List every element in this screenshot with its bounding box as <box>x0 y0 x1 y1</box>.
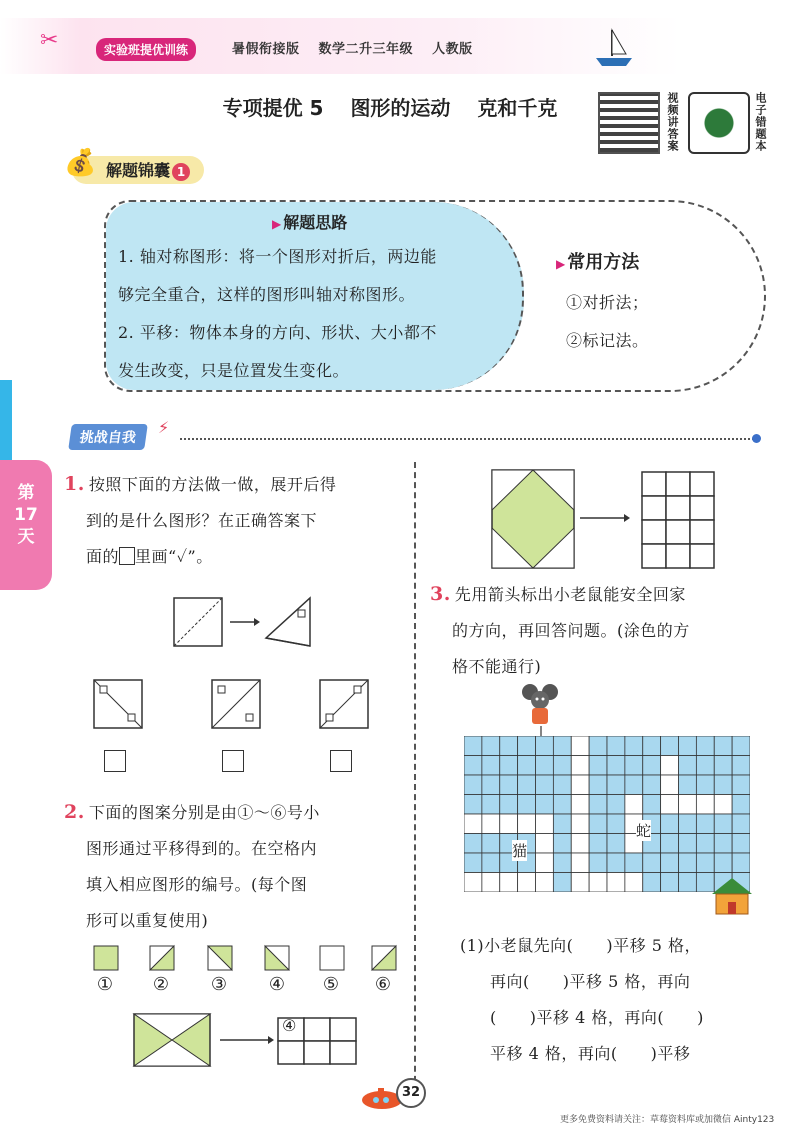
q3-sub1-line: 平移 4 格，再向( )平移 <box>490 1044 691 1063</box>
ideas-line: 2. 平移：物体本身的方向、形状、大小都不 <box>118 323 437 342</box>
q1-line3-before: 面的 <box>86 547 120 566</box>
maze-cell[interactable] <box>589 834 607 854</box>
maze-cell[interactable] <box>625 736 643 756</box>
maze-cell[interactable] <box>696 736 714 756</box>
maze-cell[interactable] <box>518 736 536 756</box>
maze-cell[interactable] <box>500 775 518 795</box>
maze-cell[interactable] <box>482 853 500 873</box>
maze-cell[interactable] <box>679 814 697 834</box>
maze-cell[interactable] <box>464 756 482 776</box>
maze-cell[interactable] <box>607 814 625 834</box>
blank-box-icon <box>119 547 135 565</box>
maze-cell[interactable] <box>571 873 589 893</box>
maze-cell[interactable] <box>589 795 607 815</box>
question-1 <box>64 466 404 575</box>
maze-cell[interactable] <box>661 736 679 756</box>
maze-cell[interactable] <box>464 834 482 854</box>
maze-cell[interactable] <box>607 873 625 893</box>
maze-cell[interactable] <box>571 795 589 815</box>
maze-cell[interactable] <box>589 873 607 893</box>
maze-cell[interactable] <box>589 775 607 795</box>
maze-cell[interactable] <box>732 853 750 873</box>
maze-cell[interactable] <box>643 873 661 893</box>
divider-end-dot <box>752 434 761 443</box>
maze-cell[interactable] <box>732 736 750 756</box>
maze-cell[interactable] <box>732 795 750 815</box>
q1-option-b[interactable] <box>212 680 260 728</box>
ideas-title <box>272 210 347 233</box>
mouse-icon <box>520 682 560 730</box>
maze-cell[interactable] <box>536 795 554 815</box>
q3-line: 的方向，再回答问题。(涂色的方 <box>452 621 690 640</box>
maze-cell[interactable] <box>696 795 714 815</box>
maze-cell[interactable] <box>500 795 518 815</box>
maze-cell[interactable] <box>661 834 679 854</box>
q1-option-c[interactable] <box>320 680 368 728</box>
maze-cell[interactable] <box>464 795 482 815</box>
shape-label-1: ① <box>96 974 114 995</box>
maze-cell[interactable] <box>500 814 518 834</box>
maze-cell[interactable] <box>714 775 732 795</box>
maze-cell[interactable] <box>571 814 589 834</box>
maze-cell[interactable] <box>571 736 589 756</box>
maze-cell[interactable] <box>553 736 571 756</box>
tips-number: 1 <box>172 163 190 181</box>
maze-cell[interactable] <box>589 756 607 776</box>
maze-cell[interactable] <box>732 756 750 776</box>
question-2 <box>64 794 404 939</box>
maze-cell[interactable] <box>696 834 714 854</box>
maze-cell[interactable] <box>714 853 732 873</box>
triangle-icon: ▶ <box>556 257 566 271</box>
q2-envelope-pattern <box>132 1012 412 1070</box>
maze-cell[interactable] <box>643 736 661 756</box>
q3-line: 先用箭头标出小老鼠能安全回家 <box>454 585 686 604</box>
subtitle-grade: 数学二升三年级 <box>318 42 414 57</box>
maze-cell[interactable] <box>553 834 571 854</box>
shape-4 <box>265 946 289 970</box>
maze-cell[interactable] <box>589 853 607 873</box>
day-tab <box>0 460 52 590</box>
maze-cell[interactable] <box>732 775 750 795</box>
q1-number: 1. <box>64 473 85 495</box>
maze-cell[interactable] <box>518 775 536 795</box>
maze-cell[interactable] <box>661 853 679 873</box>
triangle-icon: ▶ <box>272 217 282 231</box>
maze-cell[interactable] <box>464 775 482 795</box>
tips-heading-text: 解题锦囊 <box>106 161 171 180</box>
question-3 <box>430 576 770 685</box>
maze-cell[interactable] <box>696 853 714 873</box>
maze-cell[interactable] <box>482 775 500 795</box>
q3-sub1-line: (1)小老鼠先向( )平移 5 格， <box>460 936 702 955</box>
title-part2: 克和千克 <box>477 96 558 120</box>
maze-cell[interactable] <box>553 775 571 795</box>
maze-cell[interactable] <box>714 814 732 834</box>
maze-cell[interactable] <box>482 834 500 854</box>
footer-note: 更多免费资料请关注：草莓资料库或加微信 Ainty123 <box>560 1115 775 1125</box>
title-part1: 图形的运动 <box>350 96 451 120</box>
maze-cell[interactable] <box>661 756 679 776</box>
maze-cell[interactable] <box>553 873 571 893</box>
ideas-line: 1. 轴对称图形：将一个图形对折后，两边能 <box>118 247 437 266</box>
maze-cell[interactable] <box>482 795 500 815</box>
maze-cell[interactable] <box>518 873 536 893</box>
snake-label: 蛇 <box>636 822 652 840</box>
maze-cell[interactable] <box>482 873 500 893</box>
q1-answer-box-b[interactable] <box>222 750 244 772</box>
maze-cell[interactable] <box>714 736 732 756</box>
money-bag-icon: 💰 <box>64 148 97 178</box>
series-badge: 实验班提优训练 <box>96 38 196 61</box>
maze-cell[interactable] <box>679 775 697 795</box>
header-subtitle <box>232 38 487 57</box>
video-qr-label: 视频讲答案 <box>666 92 679 152</box>
q1-fold-diagram <box>170 596 330 652</box>
house-icon <box>708 876 756 916</box>
cat-label: 猫 <box>512 842 528 860</box>
maze-cell[interactable] <box>536 834 554 854</box>
maze-cell[interactable] <box>536 814 554 834</box>
maze-cell[interactable] <box>625 756 643 776</box>
shape-label-2: ② <box>152 974 170 995</box>
subtitle-edition: 暑假衔接版 <box>232 42 300 57</box>
q2-line: 图形通过平移得到的。在空格内 <box>86 839 318 858</box>
maze-cell[interactable] <box>571 853 589 873</box>
q1-line: 按照下面的方法做一做，展开后得 <box>88 475 337 494</box>
ideas-line: 发生改变，只是位置发生变化。 <box>118 361 350 380</box>
q3-line: 格不能通行) <box>452 657 542 676</box>
maze-cell[interactable] <box>607 853 625 873</box>
maze-cell[interactable] <box>607 756 625 776</box>
maze-cell[interactable] <box>643 756 661 776</box>
maze-cell[interactable] <box>607 775 625 795</box>
maze-cell[interactable] <box>661 795 679 815</box>
maze-cell[interactable] <box>464 814 482 834</box>
maze-cell[interactable] <box>679 873 697 893</box>
q2-small-shapes <box>90 944 400 974</box>
subtitle-publisher: 人教版 <box>432 42 473 57</box>
sailboat-icon <box>592 26 638 68</box>
q2-line: 形可以重复使用) <box>86 911 209 930</box>
title-prefix: 专项提优 5 <box>222 96 324 120</box>
maze-cell[interactable] <box>536 873 554 893</box>
error-book-qr-label: 电子错题本 <box>754 92 767 152</box>
day-tab-line: 天 <box>17 527 35 547</box>
q1-answer-box-a[interactable] <box>104 750 126 772</box>
maze-cell[interactable] <box>643 795 661 815</box>
maze-cell[interactable] <box>679 834 697 854</box>
shape-5 <box>320 946 344 970</box>
maze-cell[interactable] <box>518 814 536 834</box>
q1-line3 <box>64 539 404 575</box>
page-title <box>0 92 780 121</box>
q2-number: 2. <box>64 801 85 823</box>
maze-cell[interactable] <box>661 775 679 795</box>
q3-sub1-line: 再向( )平移 5 格，再向 <box>490 972 691 991</box>
maze-cell[interactable] <box>464 853 482 873</box>
maze-cell[interactable] <box>482 814 500 834</box>
maze-cell[interactable] <box>714 834 732 854</box>
maze-cell[interactable] <box>696 775 714 795</box>
challenge-divider <box>180 438 758 440</box>
maze-cell[interactable] <box>696 814 714 834</box>
maze-cell[interactable] <box>661 814 679 834</box>
q1-option-a[interactable] <box>94 680 142 728</box>
maze-cell[interactable] <box>536 853 554 873</box>
maze-cell[interactable] <box>553 814 571 834</box>
shape-label-6: ⑥ <box>374 974 392 995</box>
maze-cell[interactable] <box>607 834 625 854</box>
header-logo-icon: ✂ <box>40 28 59 53</box>
day-tab-line: 17 <box>14 505 38 525</box>
maze-cell[interactable] <box>732 814 750 834</box>
shape-label-5: ⑤ <box>322 974 340 995</box>
maze-cell[interactable] <box>679 736 697 756</box>
method-item: ②标记法。 <box>566 331 649 350</box>
maze-cell[interactable] <box>589 736 607 756</box>
maze-svg <box>464 736 750 892</box>
shape-label-3: ③ <box>210 974 228 995</box>
shape-1 <box>94 946 118 970</box>
maze-cell[interactable] <box>553 756 571 776</box>
day-tab-line: 第 <box>17 483 35 503</box>
maze-cell[interactable] <box>500 873 518 893</box>
q1-options <box>92 678 392 734</box>
maze-cell[interactable] <box>536 756 554 776</box>
maze-cell[interactable] <box>464 736 482 756</box>
maze-cell[interactable] <box>571 775 589 795</box>
shape-2 <box>150 946 174 970</box>
page-number: 32 <box>396 1078 426 1108</box>
maze-cell[interactable] <box>679 795 697 815</box>
challenge-label: 挑战自我 <box>68 424 148 450</box>
maze-cell[interactable] <box>714 795 732 815</box>
error-book-qr-code[interactable] <box>688 92 750 154</box>
maze-cell[interactable] <box>679 756 697 776</box>
q3-sub1 <box>460 928 780 1072</box>
maze-cell[interactable] <box>643 853 661 873</box>
ideas-paragraph <box>118 238 518 390</box>
maze-cell[interactable] <box>714 756 732 776</box>
maze-cell[interactable] <box>518 756 536 776</box>
maze-cell[interactable] <box>553 795 571 815</box>
shape-6 <box>372 946 396 970</box>
maze-cell[interactable] <box>607 795 625 815</box>
maze-cell[interactable] <box>553 853 571 873</box>
maze-cell[interactable] <box>500 756 518 776</box>
methods-title-text: 常用方法 <box>567 252 640 273</box>
column-divider <box>414 462 416 1102</box>
q1-line3-after: 里画“✓”。 <box>135 547 213 566</box>
maze-cell[interactable] <box>625 853 643 873</box>
shape-3 <box>208 946 232 970</box>
ideas-line: 够完全重合，这样的图形叫轴对称图形。 <box>118 285 416 304</box>
lightning-icon: ⚡ <box>158 418 170 437</box>
maze-cell[interactable] <box>625 795 643 815</box>
maze-cell[interactable] <box>696 756 714 776</box>
q1-line: 到的是什么图形？在正确答案下 <box>86 511 318 530</box>
q2-line: 下面的图案分别是由①～⑥号小 <box>88 803 320 822</box>
q2-filled-cell: ④ <box>282 1016 297 1035</box>
q1-answer-box-c[interactable] <box>330 750 352 772</box>
maze-cell[interactable] <box>625 873 643 893</box>
maze-cell[interactable] <box>571 834 589 854</box>
maze-cell[interactable] <box>482 756 500 776</box>
methods-title <box>556 248 639 274</box>
maze-cell[interactable] <box>536 736 554 756</box>
maze-cell[interactable] <box>571 756 589 776</box>
maze-cell[interactable] <box>643 775 661 795</box>
maze-cell[interactable] <box>679 853 697 873</box>
maze-cell[interactable] <box>518 795 536 815</box>
maze-cell[interactable] <box>464 873 482 893</box>
q2-line: 填入相应图形的编号。(每个图 <box>86 875 308 894</box>
maze-grid <box>464 736 750 896</box>
maze-cell[interactable] <box>536 775 554 795</box>
ideas-title-text: 解题思路 <box>283 213 348 232</box>
octagon-pattern <box>490 468 720 572</box>
q3-number: 3. <box>430 583 451 605</box>
maze-cell[interactable] <box>589 814 607 834</box>
maze-cell[interactable] <box>732 834 750 854</box>
methods-list <box>566 284 649 360</box>
q3-sub1-line: ( )平移 4 格，再向( ) <box>490 1008 704 1027</box>
maze-cell[interactable] <box>607 736 625 756</box>
video-qr-code[interactable] <box>598 92 660 154</box>
maze-cell[interactable] <box>482 736 500 756</box>
method-item: ①对折法； <box>566 293 649 312</box>
maze-cell[interactable] <box>500 736 518 756</box>
maze-cell[interactable] <box>625 775 643 795</box>
maze-cell[interactable] <box>661 873 679 893</box>
shape-label-4: ④ <box>268 974 286 995</box>
